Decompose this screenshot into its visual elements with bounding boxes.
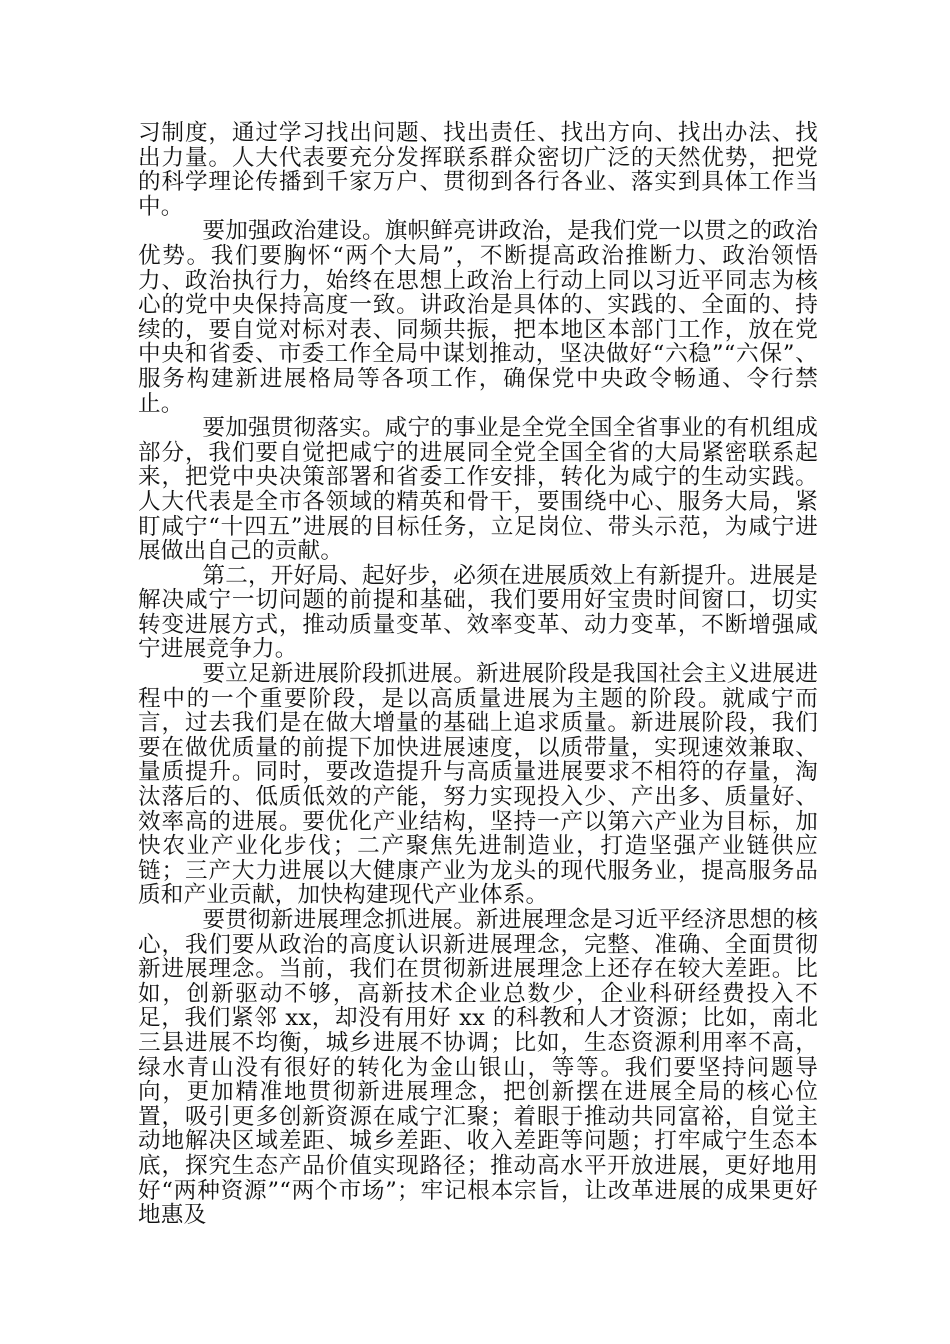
- paragraph-1: 习制度，通过学习找出问题、找出责任、找出方向、找出办法、找出力量。人大代表要充分发挥联系群众密切广泛的天然优势，把党的科学理论传播到千家万户、贯彻到各行各业、落实到具体工作当中。: [138, 120, 818, 220]
- paragraph-3: 要加强贯彻落实。咸宁的事业是全党全国全省事业的有机组成部分，我们要自觉把咸宁的进展同全党全国全省的大局紧密联系起来，把党中央决策部署和省委工作安排，转化为咸宁的生动实践。人大代表是全市各领域的精英和骨干，要围绕中心、服务大局，紧盯咸宁“十四五”进展的目标任务，立足岗位、带头示范，为咸宁进展做出自己的贡献。: [138, 415, 818, 565]
- paragraph-4: 第二，开好局、起好步，必须在进展质效上有新提升。进展是解决咸宁一切问题的前提和基础，我们要用好宝贵时间窗口，切实转变进展方式，推动质量变革、效率变革、动力变革，不断增强咸宁进展竞争力。: [138, 562, 818, 663]
- paragraph-2: 要加强政治建设。旗帜鲜亮讲政治，是我们党一以贯之的政治优势。我们要胸怀“两个大局”，不断提高政治推断力、政治领悟力、政治执行力，始终在思想上政治上行动上同以习近平同志为核心的党中央保持高度一致。讲政治是具体的、实践的、全面的、持续的，要自觉对标对表、同频共振，把本地区本部门工作，放在党中央和省委、市委工作全局中谋划推动，坚决做好“六稳”“六保”、服务构建新进展格局等各项工作，确保党中央政令畅通、令行禁止。: [138, 218, 818, 417]
- paragraph-6: 要贯彻新进展理念抓进展。新进展理念是习近平经济思想的核心，我们要从政治的高度认识新进展理念，完整、准确、全面贯彻新进展理念。当前，我们在贯彻新进展理念上还存在较大差距。比如，创新驱动不够，高新技术企业总数少，企业科研经费投入不足，我们紧邻 xx，却没有用好 xx 的科教和人才资源；比如，南北三县进展不均衡，城乡进展不协调；比如，生态资源利用率不高，绿水青山没有很好的转化为金山银山，等等。我们要坚持问题导向，更加精准地贯彻新进展理念，把创新摆在进展全局的核心位置，吸引更多创新资源在咸宁汇聚；着眼于推动共同富裕，自觉主动地解决区域差距、城乡差距、收入差距等问题；打牢咸宁生态本底，探究生态产品价值实现路径；推动高水平开放进展，更好地用好“两种资源”“两个市场”；牢记根本宗旨，让改革进展的成果更好地惠及: [138, 907, 818, 1229]
- document-body: [138, 121, 818, 1228]
- paragraph-5: 要立足新进展阶段抓进展。新进展阶段是我国社会主义进展进程中的一个重要阶段，是以高质量进展为主题的阶段。就咸宁而言，过去我们是在做大增量的基础上追求质量。新进展阶段，我们要在做优质量的前提下加快进展速度，以质带量，实现速效兼取、量质提升。同时，要改造提升与高质量进展要求不相符的存量，淘汰落后的、低质低效的产能，努力实现投入少、产出多、质量好、效率高的进展。要优化产业结构，坚持一产以第六产业为目标，加快农业产业化步伐；二产聚焦先进制造业，打造坚强产业链供应链；三产大力进展以大健康产业为龙头的现代服务业，提高服务品质和产业贡献，加快构建现代产业体系。: [138, 661, 818, 909]
